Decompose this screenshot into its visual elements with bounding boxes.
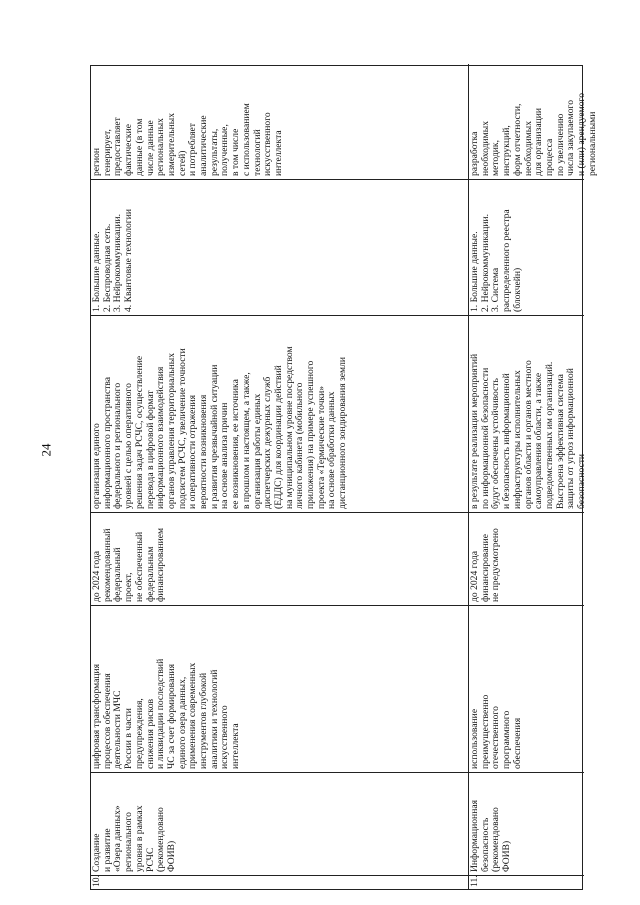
cell-line: разработка: [469, 131, 480, 176]
cell-line: вероятности возникновения: [198, 394, 210, 509]
cell-line: ФОИВ): [501, 840, 513, 872]
cell-line: по информационной безопасности: [479, 367, 491, 509]
cell-line: процесса: [543, 138, 555, 176]
cell-line: региональными: [586, 111, 598, 176]
cell-line: генерирует,: [101, 129, 113, 176]
cell-line: технологий: [251, 129, 263, 176]
cell-line: инфраструктуры исполнительных: [511, 370, 523, 509]
cell-line: и ликвидации последствий: [155, 658, 167, 769]
cell-line: 4. Квантовые технологии: [123, 209, 135, 312]
cell-line: уровня в рамках: [133, 805, 145, 872]
cell-line: сетей): [176, 150, 188, 176]
cell-line: аналитики и технологий: [208, 669, 220, 769]
measure-term: [91, 512, 468, 605]
cell-line: применения современных: [187, 662, 199, 769]
table-row: [469, 64, 598, 889]
cell-line: цифровая трансформация: [91, 663, 102, 769]
cell-line: числа закупаемого: [565, 99, 577, 176]
cell-line: России в части: [123, 708, 135, 769]
cell-line: до 2024 года: [469, 550, 480, 602]
cell-line: безопасности: [576, 453, 588, 509]
cell-line: РСЧС: [144, 847, 156, 872]
cell-line: инструкций,: [501, 125, 513, 176]
cell-line: подведомственных им организаций.: [543, 361, 555, 509]
cell-line: обеспечения: [511, 717, 523, 769]
cell-line: подсистем РСЧС, увеличение точности: [176, 348, 188, 509]
cell-line: ЧС за счет формирования: [165, 663, 177, 769]
cell-line: дистанционного зондирования земли: [337, 356, 349, 509]
cell-line: диспетчерских дежурных служб: [262, 376, 274, 509]
cell-line: интеллекта: [272, 130, 284, 176]
measure-technologies: [91, 179, 468, 315]
cell-line: необходимых: [522, 121, 534, 176]
cell-line: информационного взаимодействия: [155, 366, 167, 509]
cell-line: полученные,: [219, 124, 231, 176]
cell-line: ФОИВ): [165, 840, 177, 872]
cell-line: на основе обработки данных: [326, 391, 338, 509]
cell-line: в результате реализации мероприятий: [469, 353, 480, 509]
page-number: 24: [38, 443, 54, 457]
cell-line: методик,: [490, 140, 502, 176]
cell-line: искусственного: [262, 112, 274, 176]
cell-line: и (или) арендуемого: [576, 93, 588, 176]
cell-line: единого озера данных,: [176, 676, 188, 769]
cell-line: уровней с целью оперативного: [123, 383, 135, 509]
measure-name: [91, 772, 468, 875]
table-row: [91, 64, 469, 889]
cell-line: 2. Беспроводная сеть.: [101, 223, 113, 312]
cell-line: (рекомендовано: [490, 807, 502, 872]
cell-line: деятельности МЧС: [112, 690, 124, 769]
cell-line: фактические: [123, 124, 135, 176]
cell-line: данные (в том: [133, 118, 145, 176]
measure-name: [469, 772, 584, 875]
cell-line: организация работы единых: [251, 393, 263, 509]
cell-line: программного: [501, 710, 513, 769]
cell-line: органов управления территориальных: [165, 352, 177, 509]
cell-line: для организации: [533, 108, 545, 176]
measure-result: [469, 315, 588, 512]
cell-line: и безопасность информационной: [501, 373, 513, 509]
cell-line: проект,: [123, 572, 135, 602]
cell-line: финансированием: [155, 527, 167, 602]
cell-line: федерального и регионального: [112, 382, 124, 509]
cell-line: в том числе: [230, 128, 242, 176]
cell-line: и оперативности отражения: [187, 394, 199, 509]
measure-task: [469, 605, 584, 772]
cell-line: интеллекта: [230, 723, 242, 769]
cell-line: Выстроена эффективная система: [554, 374, 566, 509]
cell-line: защиты от угроз информационной: [565, 368, 577, 509]
cell-line: искусственного: [219, 705, 231, 769]
cell-line: будут обеспечены устойчивость: [490, 378, 502, 509]
cell-line: по увеличению: [554, 113, 566, 176]
cell-line: рекомендованный: [101, 528, 113, 602]
cell-line: приложения) на примере успешного: [305, 360, 317, 509]
cell-line: (блокчейн): [511, 267, 523, 312]
cell-line: распределенного реестра: [501, 209, 513, 312]
cell-line: на муниципальном уровне посредством: [283, 346, 295, 509]
cell-line: использование: [469, 708, 480, 769]
cell-line: отечественного: [490, 706, 502, 769]
cell-line: числе данные: [144, 120, 156, 176]
cell-line: с использованием: [240, 103, 252, 176]
cell-line: предоставляет: [112, 117, 124, 176]
cell-line: личного кабинета (мобильного: [294, 382, 306, 509]
table-container: [90, 65, 598, 890]
cell-line: Информационная: [469, 800, 480, 872]
cell-line: и развитие: [101, 828, 113, 872]
cell-line: 3. Нейрокоммуникации.: [112, 213, 124, 312]
cell-line: органов области и органов местного: [522, 360, 534, 509]
cell-line: (ЕДДС) для координации действий: [272, 365, 284, 509]
cell-line: в прошлом и настоящем, а также,: [240, 372, 252, 509]
measure-effect: [469, 64, 598, 179]
cell-line: форм отчетности,: [511, 103, 523, 176]
cell-line: 2. Нейрокоммуникации.: [479, 213, 491, 312]
cell-line: процессов обеспечения: [101, 673, 113, 769]
cell-line: аналитические: [198, 115, 210, 176]
cell-line: (рекомендовано: [155, 807, 167, 872]
cell-line: федеральным: [144, 546, 156, 602]
cell-line: не предусмотрено: [490, 528, 502, 602]
measures-table: [90, 65, 598, 890]
cell-line: регион: [91, 147, 102, 176]
measure-effect: [91, 64, 468, 179]
cell-line: организация единого: [91, 423, 102, 509]
cell-line: результаты,: [208, 128, 220, 176]
cell-line: безопасность: [479, 817, 491, 872]
cell-line: 1. Большие данные.: [469, 231, 480, 312]
cell-line: регионального: [123, 812, 135, 872]
cell-line: преимущественно: [479, 694, 491, 769]
cell-line: необходимых: [479, 121, 491, 176]
measure-technologies: [469, 179, 584, 315]
cell-line: 1. Большие данные.: [91, 231, 102, 312]
cell-line: Создание: [91, 833, 102, 872]
cell-line: финансирование: [479, 533, 491, 602]
cell-line: самоуправления области, а также: [533, 372, 545, 509]
cell-line: предупреждения,: [133, 698, 145, 769]
row-number: 10.: [91, 875, 468, 889]
cell-line: и потребляет: [187, 123, 199, 176]
cell-line: не обеспеченный: [133, 531, 145, 602]
measure-task: [91, 605, 468, 772]
cell-line: на основе анализа причин: [219, 402, 231, 509]
cell-line: 3. Система: [490, 267, 502, 312]
cell-line: федеральный: [112, 547, 124, 602]
cell-line: информационного пространства: [101, 376, 113, 509]
cell-line: снижения рисков: [144, 698, 156, 769]
cell-line: измерительных: [165, 112, 177, 176]
cell-line: региональных: [155, 118, 167, 176]
cell-line: ее возникновения, ее источника: [230, 379, 242, 509]
measure-term: [469, 512, 584, 605]
cell-line: решения задач РСЧС, осуществление: [133, 355, 145, 509]
cell-line: проекта «Термические точки»: [315, 385, 327, 509]
measure-result: [91, 315, 468, 512]
cell-line: и развития чрезвычайной ситуации: [208, 364, 220, 509]
cell-line: перевода в цифровой формат: [144, 390, 156, 509]
cell-line: инструментов глубокой: [198, 672, 210, 769]
cell-line: до 2024 года: [91, 550, 102, 602]
row-number: 11.: [469, 875, 584, 889]
cell-line: «Озера данных»: [112, 805, 124, 872]
